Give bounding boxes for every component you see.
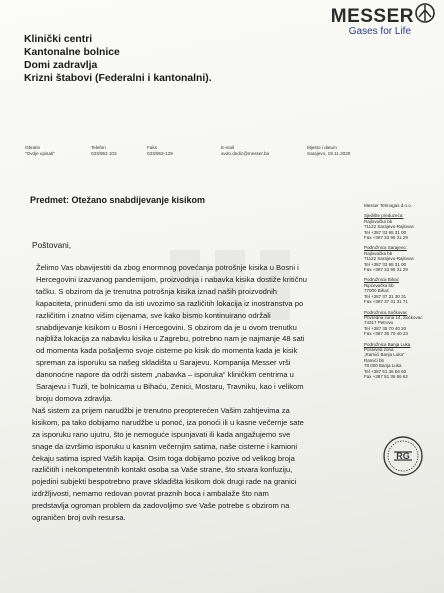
meta-label: Obratio (25, 145, 41, 150)
body-line: čekaju satima ispred Vaših kapija. Osim toga dobijamo pozive od velikog broja (32, 453, 295, 463)
messer-logo-icon (414, 2, 436, 24)
body-line: Naš sistem za prijem narudžbi je trenutno preopterećen Vašim zahtjevima za (32, 405, 290, 415)
sidebar-heading: Podružnica Bihać (364, 277, 400, 283)
letter-body (32, 262, 354, 524)
body-line: tačku. S obzirom da je trenutna potrošnja kisika iznad naših proizvodnih (36, 286, 278, 296)
sidebar-line: Ripćevačka bb (364, 282, 394, 288)
recipient-line: Krizni štabovi (Federalni i kantonalni). (24, 73, 212, 84)
body-line: različitim i znatno višim cijenama, sve kako bismo kontinuirano održali (36, 310, 271, 320)
sidebar-line: Fax +387 33 95 31 29 (364, 267, 408, 273)
meta-email (221, 145, 269, 156)
body-line: izdržljivosti, nemamo redovan povrat praznih boca i ambalaže što nam (32, 489, 269, 499)
body-line: predstavlja ogroman problem da zadovoljimo sve Vaše potrebe s obzirom na (32, 501, 290, 511)
letter-greeting: Poštovani, (32, 240, 72, 250)
body-line: najbliža lokacija za nabavku kisika u Zagrebu, potrebno nam je najmanje 48 sati (36, 334, 305, 344)
sidebar-line: Fax +387 51 36 66 62 (364, 373, 408, 379)
meta-phone (91, 145, 117, 156)
body-line: za isporuku rano ujutru, što je nemoguće ispunjavati ili kada angažujemo sve (32, 429, 291, 439)
sidebar-line: Messer Tehnogas d.o.o. (364, 203, 412, 208)
sidebar-line: Fax +387 37 31 31 71 (364, 299, 408, 305)
body-line: od momenta kada pošaljemo svoje cisterne po kisik do momenta kada je kisik (36, 346, 298, 356)
body-line: Sarajevu i Tuzli, te bolnicama u Bihaću, Zenici, Mostaru, Travniku, kao i velikom (36, 382, 304, 392)
company-logo (331, 6, 414, 37)
branch-sockovac-block (364, 310, 439, 337)
sidebar-heading: Sjedište preduzeća: (364, 213, 404, 219)
certification-seal-icon (382, 435, 424, 477)
body-line: ograničen broj ovih resursa. (32, 513, 126, 523)
sidebar-line: 77000 Bihać (364, 288, 390, 294)
sidebar-line: 71122 Sarajevo-Rajlovac (364, 224, 414, 230)
sidebar-line: Fax +387 33 95 31 29 (364, 235, 408, 241)
sidebar-line: Tel +387 33 95 31 00 (364, 261, 407, 267)
sidebar-line: 78 000 Banja Luka (364, 363, 402, 369)
sidebar-line: Privredna zona 14, Sočkovac (364, 314, 423, 320)
body-line: snabdijevanje kisikom u Bosni i Hercegovini. S obzirom da je u ovom trenutku (36, 322, 297, 332)
body-line: kapaciteta, prinuđeni smo da isti uvozimo sa različitih lokacija iz inostranstva po (36, 298, 304, 308)
sidebar-line: Tel +387 37 31 30 31 (364, 293, 407, 299)
meta-value: avdo.dedic@messer.ba (221, 151, 270, 156)
sidebar-line: Tel +387 35 70 40 20 (364, 325, 407, 331)
sidebar-line: Ramići bb (364, 357, 385, 363)
logo-tagline: Gases for Life (348, 26, 412, 37)
meta-fax (147, 145, 173, 156)
sidebar-line: „Ramići Banja Luka“ (364, 352, 405, 358)
sidebar-line: Fax +387 35 70 40 23 (364, 331, 408, 337)
headquarters-block (364, 213, 439, 240)
meta-contact (25, 145, 55, 156)
body-line: spreman za isporuku sa našeg skladišta u Sarajevu. Kompanija Messer vrši (36, 358, 291, 368)
sidebar-heading: Podružnica Sarajevo: (364, 245, 407, 251)
meta-label: Telefon (91, 145, 106, 150)
recipient-line: Kantonalne bolnice (24, 47, 120, 58)
company-name-block (364, 203, 439, 208)
meta-label: Mjesto i datum (307, 145, 337, 150)
meta-label: Faks (147, 145, 157, 150)
body-line: Želimo Vas obavijestiti da zbog enormnog povećanja potrošnje kisika u Bosni i (36, 263, 299, 272)
letter-subject: Predmet: Otežano snabdijevanje kisikom (30, 195, 206, 205)
recipient-line: Klinički centri (24, 34, 93, 45)
body-line: različitih i nekompetentnih kontakt osoba sa Vaše strane, što stvara konfuziju, (32, 465, 293, 475)
recipient-line: Domi zadravlja (24, 60, 98, 71)
meta-place-date (307, 145, 350, 156)
logo-brand: MESSER (330, 6, 414, 27)
body-line: Hercegovini izazvanog pandemijom, proizvodnja i nabavka kisika dostiže kritičnu (36, 274, 307, 284)
sidebar-heading: Podružnica Sočkovac (364, 309, 408, 315)
sidebar-line: 71122 Sarajevo-Rajlovac (364, 256, 414, 262)
meta-label: E-mail (221, 145, 235, 150)
sidebar-line: Rajlovačka bb (364, 218, 393, 224)
company-contacts-sidebar (364, 203, 439, 384)
sidebar-heading: Podružnica Banja Luka (364, 341, 411, 347)
svg-text:RG: RG (396, 451, 410, 461)
body-line: snage da izvršimo isporuku u kasnim večernjim satima, naše cisterne i kamioni (32, 441, 298, 451)
sidebar-line: 74317 Petrovo (364, 320, 394, 326)
sidebar-line: Rajlovačka bb (364, 250, 393, 256)
body-line: danonoćne napore da održi sistem „nabavka – isporuka“ kliničkim centrima u (36, 370, 294, 380)
branch-bihac-block (364, 277, 439, 304)
body-line: broju domova zdravlja. (36, 393, 113, 403)
sidebar-line: Poslovna zona (364, 346, 394, 352)
meta-value: 033/953 103 (91, 151, 117, 156)
sidebar-line: Tel +387 51 36 66 60 (364, 368, 407, 374)
body-line: kisikom, pa tako dobijamo narudžbe u ponoć, iza ponoći ili u kasne večernje sate (32, 417, 304, 427)
meta-value: Sarajevo, 19.11.2020 (307, 151, 351, 156)
meta-value: "Ovdje upisati" (25, 151, 55, 156)
meta-value: 033/953-129 (147, 151, 173, 156)
branch-sarajevo-block (364, 245, 439, 272)
body-line: pojedini subjekti bespotrebno prave skladišta kisikom dok drugi rade na granici (32, 477, 297, 487)
branch-banja-luka-block (364, 342, 439, 380)
sidebar-line: Tel +387 33 95 31 00 (364, 229, 407, 235)
recipient-address (24, 33, 212, 85)
